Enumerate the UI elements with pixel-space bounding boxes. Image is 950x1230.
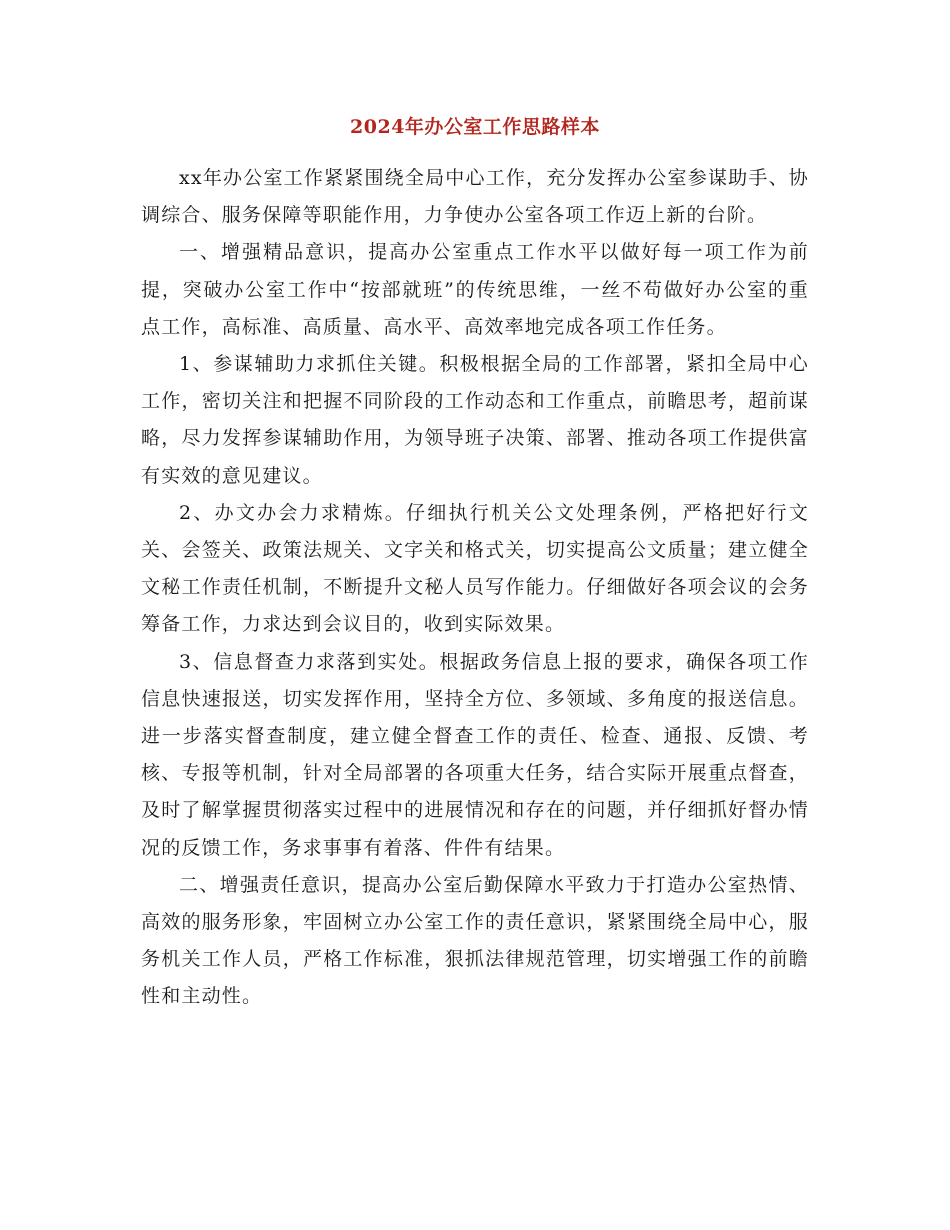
document-page [141, 108, 809, 1016]
paragraph-section-two: 二、增强责任意识，提高办公室后勤保障水平致力于打造办公室热情、高效的服务形象，牢固树立办公室工作的责任意识，紧紧围绕全局中心，服务机关工作人员，严格工作标准，狠抓法律规范管理，切实增强工作的前瞻性和主动性。 [141, 873, 809, 1008]
paragraph-item-two: 2、办文办会力求精炼。仔细执行机关公文处理条例，严格把好行文关、会签关、政策法规关、文字关和格式关，切实提高公文质量；建立健全文秘工作责任机制，不断提升文秘人员写作能力。仔细做好各项会议的会务筹备工作，力求达到会议目的，收到实际效果。 [141, 501, 809, 636]
paragraph-section-one: 一、增强精品意识，提高办公室重点工作水平以做好每一项工作为前提，突破办公室工作中“按部就班”的传统思维，一丝不苟做好办公室的重点工作，高标准、高质量、高水平、高效率地完成各项工作任务。 [141, 241, 809, 338]
paragraph-intro: xx年办公室工作紧紧围绕全局中心工作，充分发挥办公室参谋助手、协调综合、服务保障等职能作用，力争使办公室各项工作迈上新的台阶。 [141, 167, 809, 227]
paragraph-item-one: 1、参谋辅助力求抓住关键。积极根据全局的工作部署，紧扣全局中心工作，密切关注和把握不同阶段的工作动态和工作重点，前瞻思考，超前谋略，尽力发挥参谋辅助作用，为领导班子决策、部署、推动各项工作提供富有实效的意见建议。 [141, 353, 809, 487]
paragraph-item-three: 3、信息督查力求落到实处。根据政务信息上报的要求，确保各项工作信息快速报送，切实发挥作用，坚持全方位、多领域、多角度的报送信息。进一步落实督查制度，建立健全督查工作的责任、检查、通报、反馈、考核、专报等机制，针对全局部署的各项重大任务，结合实际开展重点督查，及时了解掌握贯彻落实过程中的进展情况和存在的问题，并仔细抓好督办情况的反馈工作，务求事事有着落、件件有结果。 [141, 650, 809, 859]
document-title: 2024年办公室工作思路样本 [350, 116, 600, 138]
